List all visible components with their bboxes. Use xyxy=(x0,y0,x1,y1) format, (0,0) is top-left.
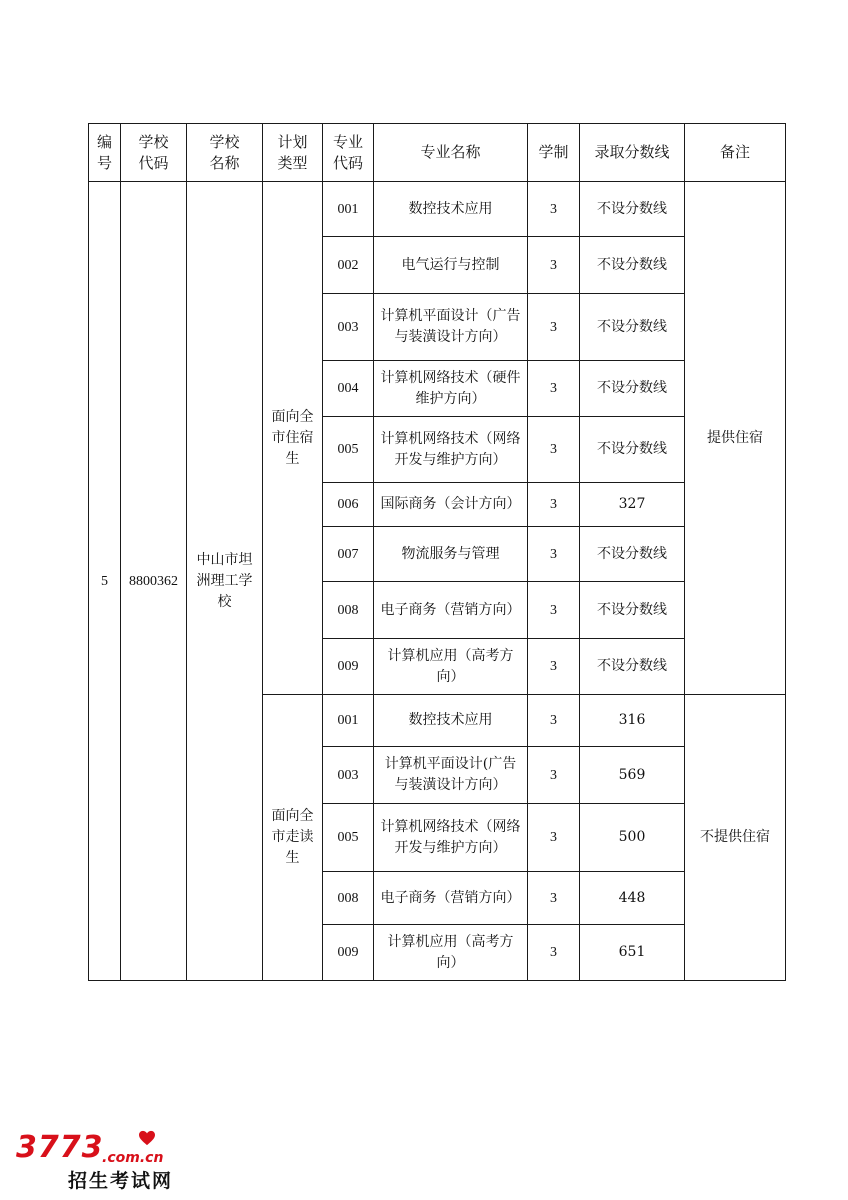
major-code: 009 xyxy=(323,925,374,981)
major-code: 005 xyxy=(323,804,374,872)
major-name: 物流服务与管理 xyxy=(374,527,528,582)
major-code: 008 xyxy=(323,872,374,925)
heart-icon xyxy=(138,1130,156,1146)
plan-type: 面向全市住宿生 xyxy=(263,182,323,695)
cutoff: 不设分数线 xyxy=(580,294,685,361)
table-row xyxy=(89,182,786,237)
years: 3 xyxy=(528,417,580,483)
cutoff: 不设分数线 xyxy=(580,361,685,417)
header-no: 编号 xyxy=(89,124,121,182)
logo-brand: 3773 xyxy=(16,1130,104,1165)
years: 3 xyxy=(528,872,580,925)
major-code: 003 xyxy=(323,747,374,804)
cutoff: 不设分数线 xyxy=(580,182,685,237)
major-name: 计算机应用（高考方向） xyxy=(374,925,528,981)
cutoff: 不设分数线 xyxy=(580,527,685,582)
major-code: 006 xyxy=(323,483,374,527)
years: 3 xyxy=(528,182,580,237)
major-code: 001 xyxy=(323,695,374,747)
years: 3 xyxy=(528,527,580,582)
header-remark: 备注 xyxy=(685,124,786,182)
major-code: 007 xyxy=(323,527,374,582)
major-name: 数控技术应用 xyxy=(374,695,528,747)
logo-domain: .com.cn xyxy=(102,1150,164,1166)
years: 3 xyxy=(528,361,580,417)
major-code: 002 xyxy=(323,237,374,294)
major-name: 计算机网络技术（硬件维护方向） xyxy=(374,361,528,417)
cutoff: 316 xyxy=(580,695,685,747)
years: 3 xyxy=(528,695,580,747)
cutoff: 不设分数线 xyxy=(580,582,685,639)
remark: 不提供住宿 xyxy=(685,695,786,981)
years: 3 xyxy=(528,747,580,804)
school-code: 8800362 xyxy=(121,182,187,981)
major-code: 003 xyxy=(323,294,374,361)
years: 3 xyxy=(528,237,580,294)
major-name: 计算机平面设计（广告与装潢设计方向） xyxy=(374,294,528,361)
cutoff: 569 xyxy=(580,747,685,804)
major-code: 008 xyxy=(323,582,374,639)
header-major-code: 专业代码 xyxy=(323,124,374,182)
header-school-name: 学校名称 xyxy=(187,124,263,182)
major-name: 计算机网络技术（网络开发与维护方向） xyxy=(374,417,528,483)
cutoff: 327 xyxy=(580,483,685,527)
admission-table xyxy=(88,123,786,981)
cutoff: 不设分数线 xyxy=(580,639,685,695)
cutoff: 不设分数线 xyxy=(580,417,685,483)
major-name: 计算机平面设计(广告与装潢设计方向） xyxy=(374,747,528,804)
years: 3 xyxy=(528,582,580,639)
header-years: 学制 xyxy=(528,124,580,182)
school-no: 5 xyxy=(89,182,121,981)
major-name: 计算机应用（高考方向） xyxy=(374,639,528,695)
header-school-code: 学校代码 xyxy=(121,124,187,182)
cutoff: 448 xyxy=(580,872,685,925)
major-name: 数控技术应用 xyxy=(374,182,528,237)
cutoff: 651 xyxy=(580,925,685,981)
plan-type: 面向全市走读生 xyxy=(263,695,323,981)
major-name: 计算机网络技术（网络开发与维护方向） xyxy=(374,804,528,872)
major-name: 国际商务（会计方向） xyxy=(374,483,528,527)
header-row xyxy=(89,124,786,182)
years: 3 xyxy=(528,639,580,695)
major-code: 001 xyxy=(323,182,374,237)
years: 3 xyxy=(528,925,580,981)
major-code: 009 xyxy=(323,639,374,695)
major-code: 005 xyxy=(323,417,374,483)
cutoff: 500 xyxy=(580,804,685,872)
school-name: 中山市坦洲理工学校 xyxy=(187,182,263,981)
years: 3 xyxy=(528,294,580,361)
major-code: 004 xyxy=(323,361,374,417)
remark: 提供住宿 xyxy=(685,182,786,695)
major-name: 电气运行与控制 xyxy=(374,237,528,294)
major-name: 电子商务（营销方向） xyxy=(374,872,528,925)
table-body xyxy=(89,182,786,981)
years: 3 xyxy=(528,804,580,872)
header-major-name: 专业名称 xyxy=(374,124,528,182)
header-plan-type: 计划类型 xyxy=(263,124,323,182)
logo-tagline: 招生考试网 xyxy=(68,1170,174,1192)
cutoff: 不设分数线 xyxy=(580,237,685,294)
header-cutoff: 录取分数线 xyxy=(580,124,685,182)
years: 3 xyxy=(528,483,580,527)
major-name: 电子商务（营销方向） xyxy=(374,582,528,639)
site-watermark-logo xyxy=(6,1128,176,1194)
